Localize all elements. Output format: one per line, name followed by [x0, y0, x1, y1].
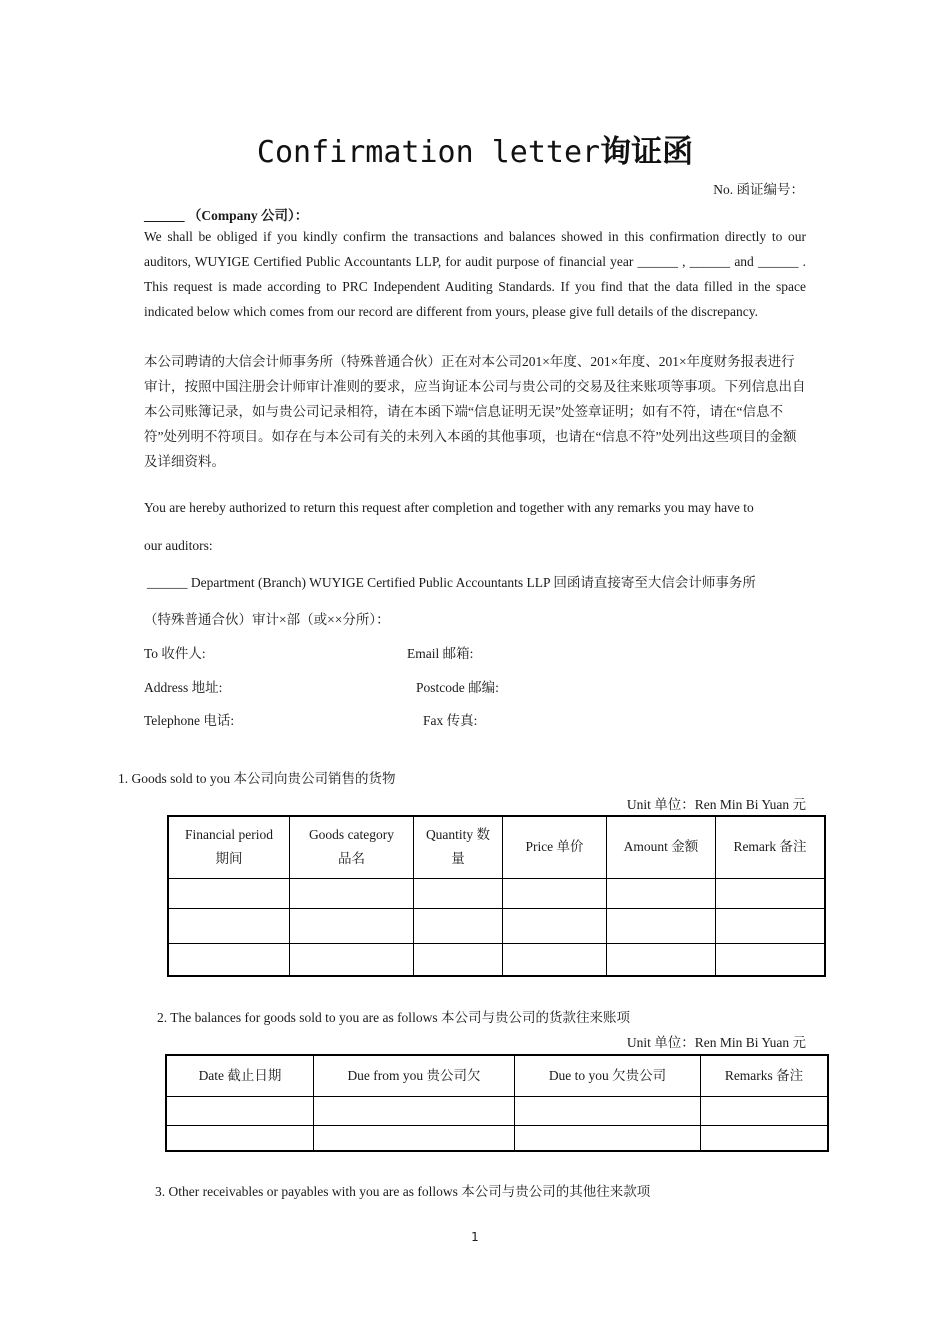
header-price: Price 单价: [503, 816, 607, 878]
contact-postcode: Postcode 邮编:: [416, 680, 499, 695]
section-2-unit: Unit 单位：Ren Min Bi Yuan 元: [626, 1035, 806, 1050]
header-date: Date 截止日期: [166, 1055, 314, 1096]
table-row: [166, 1096, 828, 1125]
section-1-unit: Unit 单位：Ren Min Bi Yuan 元: [626, 797, 806, 812]
company-salutation: [144, 204, 308, 224]
document-number-label: No. 函证编号：: [713, 182, 804, 197]
header-quantity: Quantity 数 量: [414, 816, 503, 878]
header-remarks: Remarks 备注: [701, 1055, 829, 1096]
goods-sold-table: [167, 815, 826, 977]
company-blank: ______: [144, 208, 185, 223]
contact-fax: Fax 传真:: [423, 713, 478, 728]
authorize-line-2: our auditors:: [144, 538, 213, 553]
table-row: [168, 943, 825, 976]
section-3-heading: 3. Other receivables or payables with you are as follows 本公司与贵公司的其他往来款项: [155, 1184, 651, 1199]
table-header-row: [168, 816, 825, 878]
header-due-to: Due to you 欠贵公司: [515, 1055, 701, 1096]
balances-table: [165, 1054, 829, 1152]
header-financial-period: Financial period 期间: [168, 816, 290, 878]
table-row: [168, 878, 825, 908]
page-number: 1: [471, 1230, 479, 1244]
title-chinese: 询证函: [600, 134, 694, 170]
company-label: （Company 公司）：: [187, 208, 309, 223]
table-row: [166, 1125, 828, 1151]
department-line-1: ______ Department (Branch) WUYIGE Certified Public Accountants LLP 回函请直接寄至大信会计师事务所: [147, 575, 756, 590]
title-english: Confirmation letter: [256, 135, 601, 170]
header-goods-category: Goods category 品名: [290, 816, 414, 878]
document-title: [0, 128, 950, 177]
contact-email: Email 邮箱:: [407, 646, 474, 661]
intro-english: We shall be obliged if you kindly confirm the transactions and balances showed in this confirmation directly to our auditors, WUYIGE Certified Public Accountants LLP, for audit purpose of financial year ______ , ______ and ______ . This request is made according to PRC Independent Auditing Standards. If you find that the data filled in the space indicated below which comes from our record are different from yours, please give full details of the discrepancy.: [144, 229, 806, 319]
header-due-from: Due from you 贵公司欠: [314, 1055, 515, 1096]
table-header-row: [166, 1055, 828, 1096]
intro-chinese: 本公司聘请的大信会计师事务所（特殊普通合伙）正在对本公司201×年度、201×年度、201×年度财务报表进行审计，按照中国注册会计师审计准则的要求，应当询证本公司与贵公司的交易及往来账项等事项。下列信息出自本公司账簿记录，如与贵公司记录相符，请在本函下端“信息证明无误”处签章证明；如有不符，请在“信息不符”处列明不符项目。如存在与本公司有关的未列入本函的其他事项，也请在“信息不符”处列出这些项目的金额及详细资料。: [144, 354, 806, 469]
section-1-heading: 1. Goods sold to you 本公司向贵公司销售的货物: [118, 771, 396, 786]
department-line-2: （特殊普通合伙）审计×部（或××分所）：: [144, 612, 390, 627]
header-amount: Amount 金额: [607, 816, 716, 878]
table-row: [168, 908, 825, 943]
section-2-heading: 2. The balances for goods sold to you are as follows 本公司与贵公司的货款往来账项: [157, 1010, 630, 1025]
authorize-line-1: You are hereby authorized to return this request after completion and together with any remarks you may have to: [144, 500, 754, 515]
contact-telephone: Telephone 电话:: [144, 713, 235, 728]
contact-address: Address 地址:: [144, 680, 223, 695]
header-remark: Remark 备注: [716, 816, 826, 878]
contact-to: To 收件人:: [144, 646, 206, 661]
